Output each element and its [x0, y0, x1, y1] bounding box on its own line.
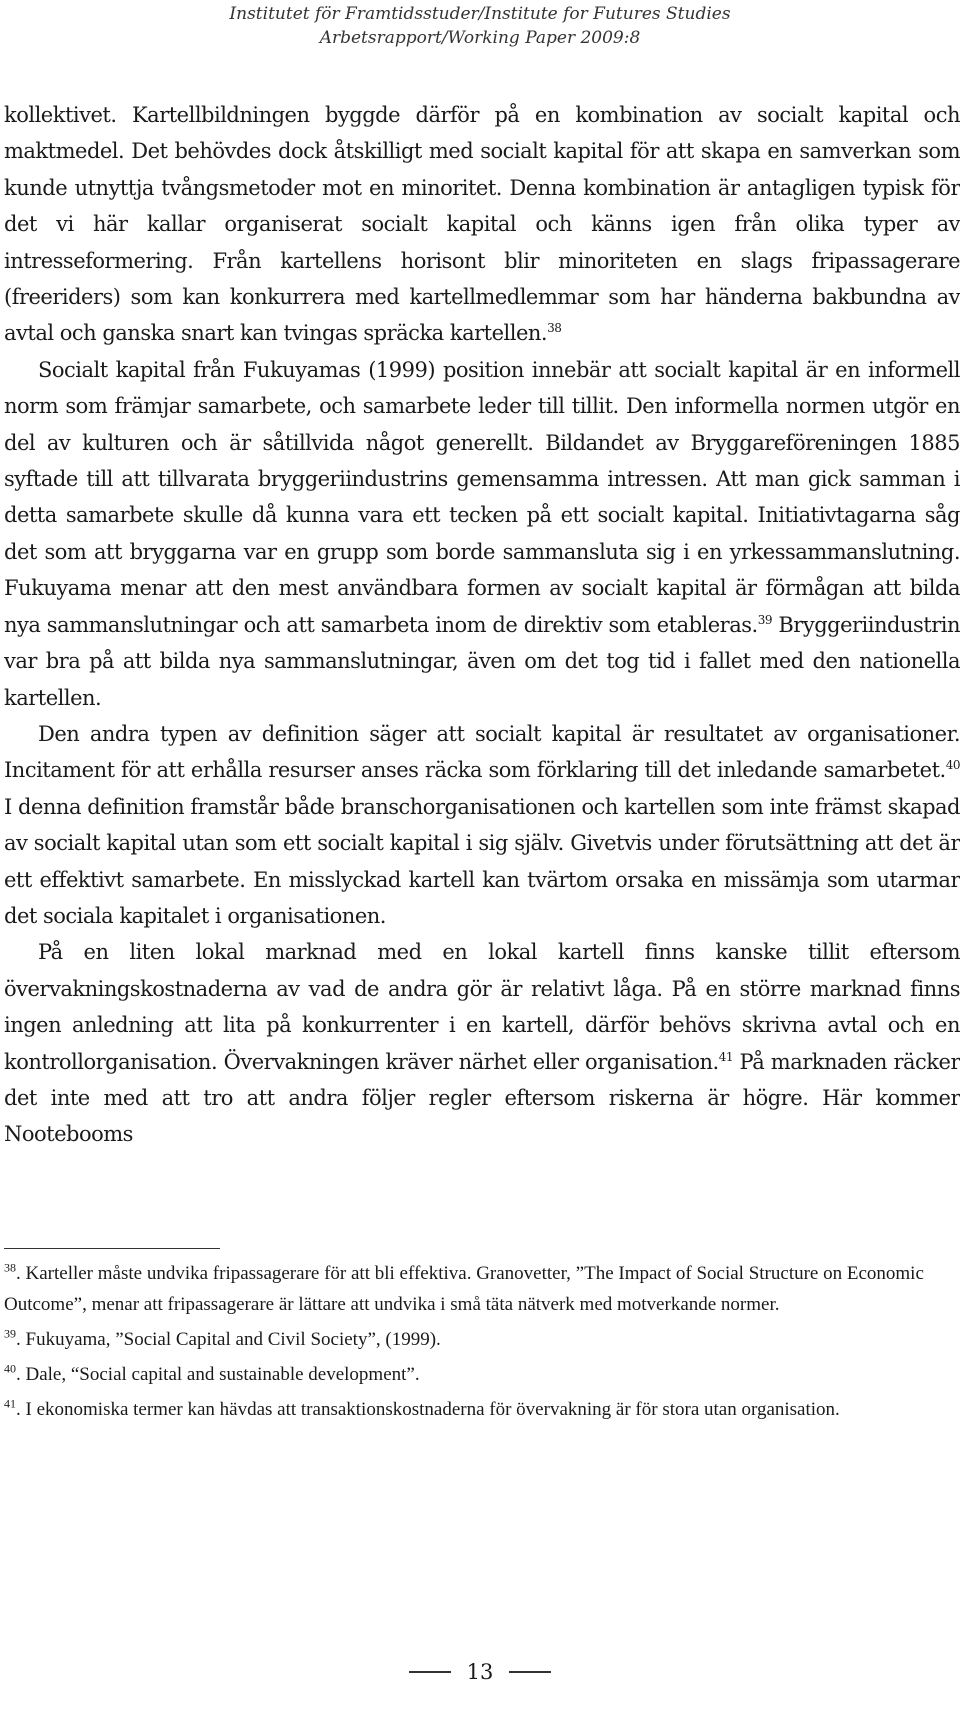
footnote-40 — [4, 1359, 949, 1390]
footnote-ref-38[interactable]: 38 — [547, 321, 562, 336]
footnote-39 — [4, 1324, 949, 1355]
footnote-text: . I ekonomiska termer kan hävdas att transaktionskostnaderna för övervakning är för stora utan organisation. — [16, 1399, 840, 1420]
paragraph-text: Bryggeriindustrin var bra på att bilda nya sammanslutningar, även om det tog tid i fallet med den nationella kartellen. — [4, 612, 960, 710]
footnote-separator — [4, 1248, 220, 1249]
footnotes — [4, 1258, 949, 1429]
paragraph-text: Socialt kapital från Fukuyamas (1999) position innebär att socialt kapital är en informell norm som främjar samarbete, och samarbete leder till tillit. Den informella normen utgör en del av kulturen och är såtillvida något generellt. Bildandet av Bryggareföreningen 1885 syftade till att tillvarata bryggeriindustrins gemensamma intressen. Att man gick samman i detta samarbete skulle då kunna vara ett tecken på ett socialt kapital. Initiativtagarna såg det som att bryggarna var en grupp som borde sammansluta sig i en yrkessammanslutning. Fukuyama menar att den mest användbara formen av socialt kapital är förmågan att bilda nya sammanslutningar och att samarbeta inom de direktiv som etableras. — [4, 357, 960, 637]
body-text — [4, 97, 960, 1153]
paragraph-3 — [4, 716, 960, 934]
footnote-38 — [4, 1258, 949, 1320]
running-header — [0, 2, 960, 50]
paragraph-text: På marknaden räcker det inte med att tro att andra följer regler eftersom riskerna är högre. Här kommer Nootebooms — [4, 1049, 960, 1147]
paragraph-4 — [4, 934, 960, 1152]
header-working-paper: Arbetsrapport/Working Paper 2009:8 — [319, 28, 641, 48]
footnote-number: 39 — [4, 1326, 16, 1341]
footnote-text: . Fukuyama, ”Social Capital and Civil Society”, (1999). — [16, 1329, 441, 1350]
footnote-ref-40[interactable]: 40 — [945, 758, 960, 773]
footnote-number: 38 — [4, 1260, 16, 1275]
paragraph-2 — [4, 352, 960, 716]
page-number-dash-left — [409, 1671, 451, 1673]
footnote-number: 41 — [4, 1396, 16, 1411]
header-institute: Institutet för Framtidsstuder/Institute for Futures Studies — [229, 4, 731, 24]
paragraph-text: kollektivet. Kartellbildningen byggde därför på en kombination av socialt kapital och maktmedel. Det behövdes dock åtskilligt med socialt kapital för att skapa en samverkan som kunde utnyttja tvångsmetoder mot en minoritet. Denna kombination är antagligen typisk för det vi här kallar organiserat socialt kapital och känns igen från olika typer av intresseformering. Från kartellens horisont blir minoriteten en slags fripassagerare (freeriders) som kan konkurrera med kartellmedlemmar som har händerna bakbundna av avtal och ganska snart kan tvingas spräcka kartellen. — [4, 103, 960, 346]
footnote-41 — [4, 1394, 949, 1425]
paragraph-1 — [4, 97, 960, 352]
footnote-ref-39[interactable]: 39 — [757, 612, 772, 627]
footnote-text: . Dale, “Social capital and sustainable development”. — [16, 1364, 420, 1385]
footnote-number: 40 — [4, 1361, 16, 1376]
paragraph-text: I denna definition framstår både branschorganisationen och kartellen som inte främst skapad av socialt kapital utan som ett socialt kapital i sig själv. Givetvis under förutsättning att det är ett effektivt samarbete. En misslyckad kartell kan tvärtom orsaka en missämja som utarmar det sociala kapitalet i organisationen. — [4, 794, 960, 928]
page-footer — [0, 1652, 960, 1692]
page-number: 13 — [466, 1660, 494, 1684]
footnote-text: . Karteller måste undvika fripassagerare för att bli effektiva. Granovetter, ”The Impact of Social Structure on Economic Outcome”, menar att fripassagerare är lättare att undvika i små täta nätverk med motverkande normer. — [4, 1263, 924, 1315]
page-number-dash-right — [509, 1671, 551, 1673]
footnote-ref-41[interactable]: 41 — [718, 1049, 734, 1064]
paragraph-text: Den andra typen av definition säger att socialt kapital är resultatet av organisationer. Incitament för att erhålla resurser anses räcka som förklaring till det inledande samarbetet. — [4, 721, 960, 783]
paragraph-text: På en liten lokal marknad med en lokal kartell finns kanske tillit eftersom övervakningskostnaderna av vad de andra gör är relativt låga. På en större marknad finns ingen anledning att lita på konkurrenter i en kartell, därför behövs skrivna avtal och en kontrollorganisation. Övervakningen kräver närhet eller organisation. — [4, 940, 960, 1074]
